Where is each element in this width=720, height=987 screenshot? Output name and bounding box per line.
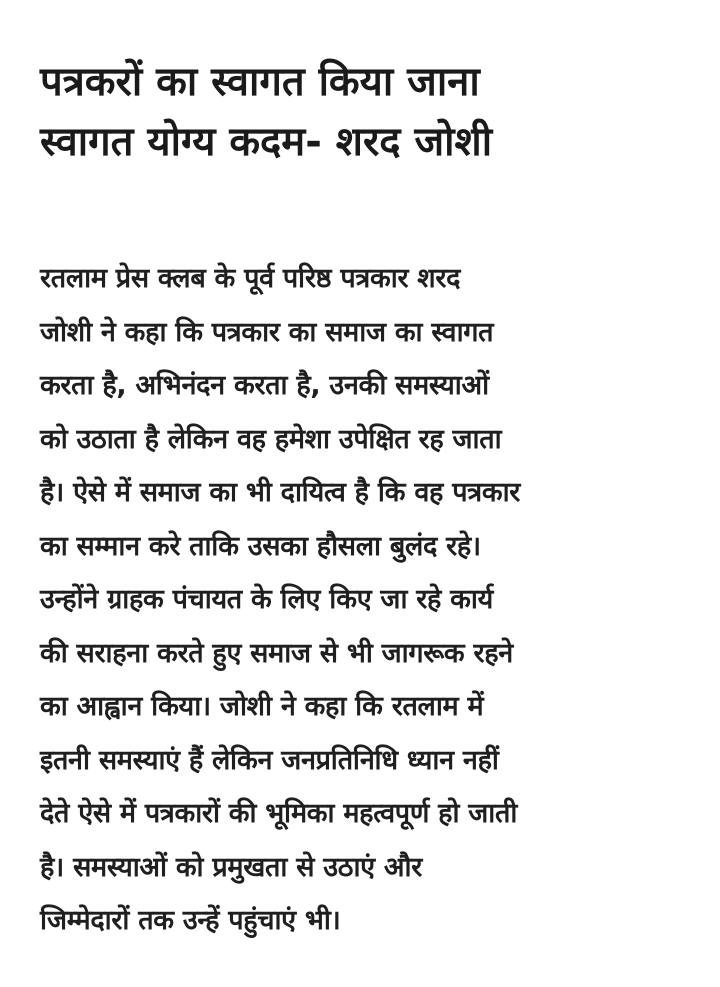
body-line: जोशी ने कहा कि पत्रकार का समाज का स्वागत [40,316,494,348]
body-line: का आह्वान किया। जोशी ने कहा कि रतलाम में [40,691,484,722]
body-line: करता है, अभिनंदन करता है, उनकी समस्याओं [40,370,489,401]
body-line: है। ऐसे में समाज का भी दायित्व है कि वह पत्रकार [40,477,521,508]
body-line: का सम्मान करे ताकि उसका हौसला बुलंद रहे। [40,530,481,562]
body-line: रतलाम प्रेस क्लब के पूर्व परिष्ठ पत्रकार शरद [40,263,461,294]
body-line: उन्होंने ग्राहक पंचायत के लिए किए जा रहे कार्य [40,584,493,615]
headline-line: पत्रकरों का स्वागत किया जाना [40,59,480,105]
body-line: की सराहना करते हुए समाज से भी जागरूक रहने [40,637,513,669]
body-line: इतनी समस्याएं हैं लेकिन जनप्रतिनिधि ध्यान नहीं [40,744,499,776]
headline [40,52,690,172]
body-line: को उठाता है लेकिन वह हमेशा उपेक्षित रह जाता [40,423,502,455]
body-line: जिम्मेदारों तक उन्हें पहुंचाएं भी। [40,905,341,936]
headline-line: स्वागत योग्य कदम- शरद जोशी [40,119,493,165]
body-line: देते ऐसे में पत्रकारों की भूमिका महत्वपूर्ण हो जाती [40,798,518,829]
article-body [40,252,700,948]
body-line: है। समस्याओं को प्रमुखता से उठाएं और [40,851,422,883]
